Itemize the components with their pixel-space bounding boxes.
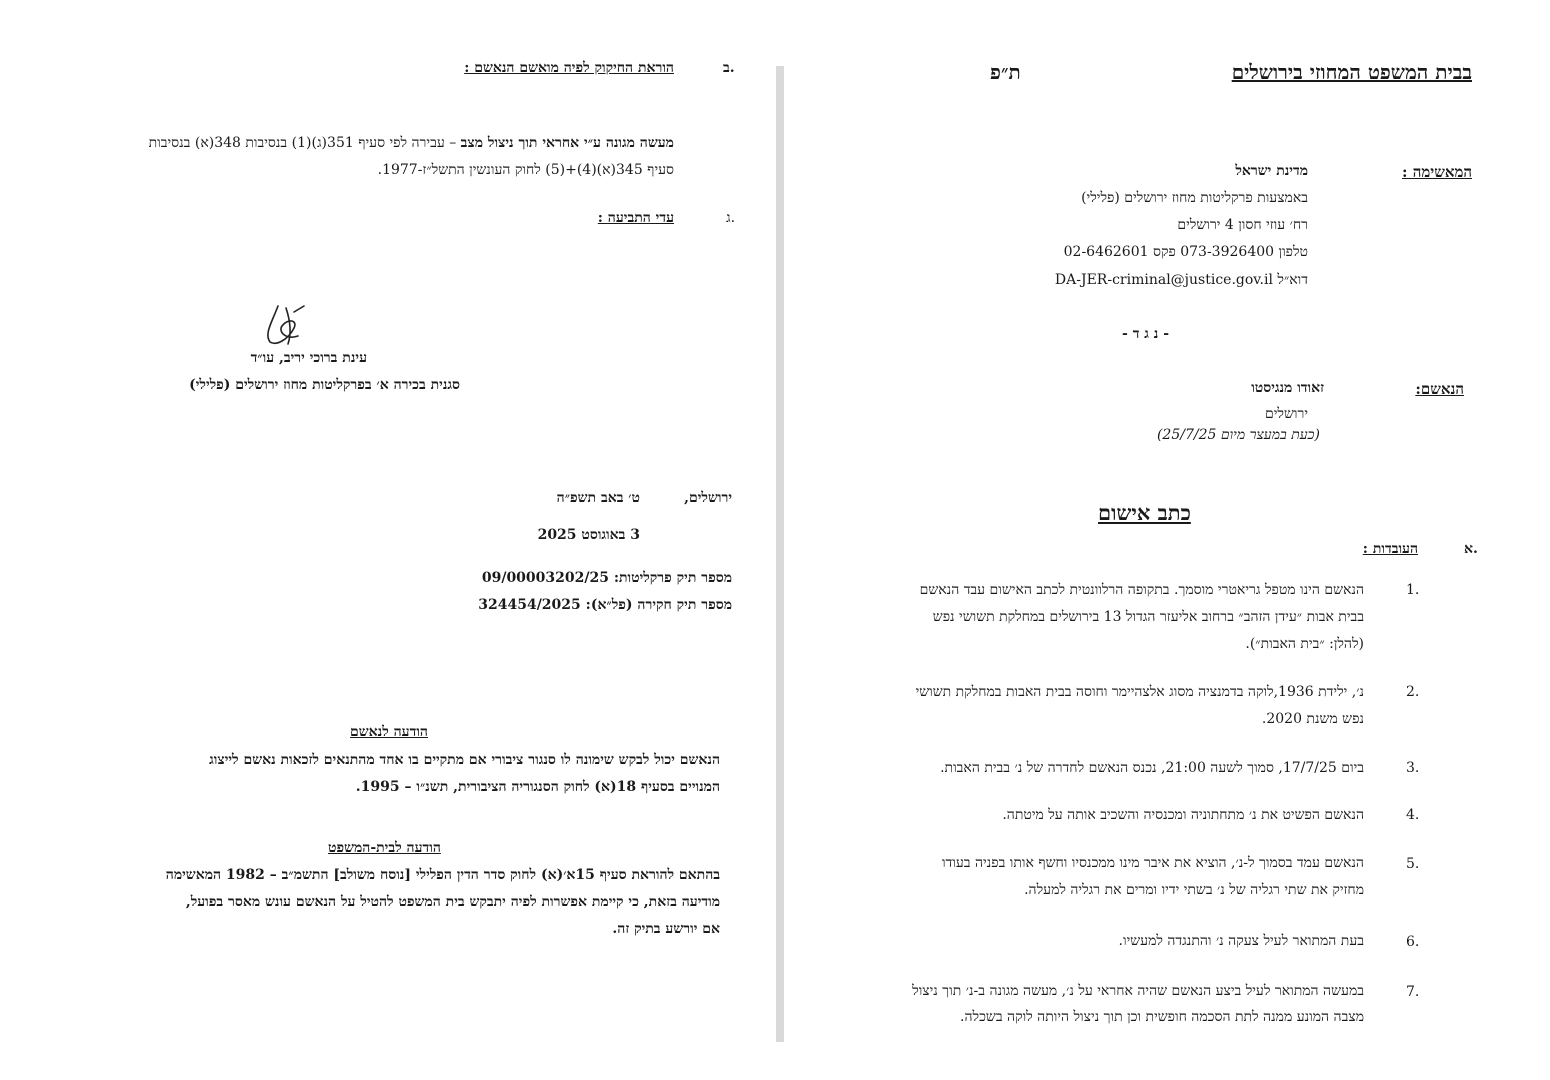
fact-line: במעשה המתואר לעיל ביצע הנאשם שהיה אחראי על נ׳, מעשה מגונה ב-נ׳ תוך ניצול xyxy=(912,983,1364,999)
fact-number: 2. xyxy=(1406,684,1420,700)
gregorian-date: 3 באוגוסט 2025 xyxy=(537,527,640,543)
fact-number: 5. xyxy=(1406,856,1420,872)
signatory-title: סגנית בכירה א׳ בפרקליטות מחוז ירושלים (פלילי) xyxy=(189,377,460,393)
prosecutor-label: המאשימה : xyxy=(1402,163,1472,181)
court-title: בבית המשפט המחוזי בירושלים xyxy=(1231,60,1472,84)
notice-defendant-line: הנאשם יכול לבקש שימונה לו סנגור ציבורי אם מתקיים בו אחד מהתנאים לזכאות נאשם לייצוג xyxy=(209,752,720,768)
section-b-letter: ב. xyxy=(723,60,735,76)
notice-defendant-line: המנויים בסעיף 18(א) לחוק הסנגוריה הציבורית, תשנ״ו – 1995. xyxy=(355,779,720,795)
case-type: ת״פ xyxy=(990,60,1021,84)
section-a-letter: א. xyxy=(1464,541,1478,557)
fact-line: ביום 17/7/25, סמוך לשעה 21:00, נכנס הנאשם לחדרה של נ׳ בבית האבות. xyxy=(940,760,1364,776)
fact-line: בעת המתואר לעיל צעקה נ׳ והתנגדה למעשיו. xyxy=(1118,933,1364,949)
notice-court-line: בהתאם להוראת סעיף 15א׳(א) לחוק סדר הדין הפלילי [נוסח משולב] התשמ״ב – 1982 המאשימה xyxy=(165,867,720,883)
fact-line: מצבה המונע ממנה לתת הסכמה חופשית וכן תוך ניצול היותה לוקה בשכלה. xyxy=(960,1009,1364,1025)
investigation-file-number: מספר תיק חקירה (פל״א): 324454/2025 xyxy=(478,597,732,613)
defendant-city: ירושלים xyxy=(1265,406,1308,422)
signatory-name: עינת ברוכי יריב, עו״ד xyxy=(250,350,367,366)
section-c-title: עדי התביעה : xyxy=(597,210,674,226)
versus-label: - נ ג ד - xyxy=(1122,326,1170,342)
prosecution-file-number: מספר תיק פרקליטות: 09/00003202/25 xyxy=(481,570,732,586)
prosecutor-email: דוא״ל DA-JER-criminal@justice.gov.il xyxy=(1054,272,1308,288)
charge-line-1 xyxy=(149,135,674,152)
section-b-title: הוראת החיקוק לפיה מואשם הנאשם : xyxy=(464,60,674,76)
signature-image xyxy=(258,300,308,350)
notice-defendant-title: הודעה לנאשם xyxy=(350,724,428,740)
fact-line: נפש משנת 2020. xyxy=(1261,711,1364,727)
prosecutor-name: מדינת ישראל xyxy=(1235,163,1308,179)
fact-number: 7. xyxy=(1406,984,1420,1000)
fact-number: 3. xyxy=(1406,760,1420,776)
notice-court-line: אם יורשע בתיק זה. xyxy=(612,921,720,937)
fact-line: מחזיק את שתי רגליה של נ׳ בשתי ידיו ומרים את רגליה למעלה. xyxy=(1024,882,1364,898)
charge-statute: – עבירה לפי סעיף 351(ג)(1) בנסיבות 348(א) בנסיבות xyxy=(148,135,461,151)
document-title: כתב אישום xyxy=(1098,500,1191,525)
fact-line: (להלן: ״בית האבות״). xyxy=(1245,636,1364,652)
fact-number: 4. xyxy=(1406,807,1420,823)
fact-line: הנאשם הפשיט את נ׳ מתחתוניה ומכנסיה והשכיב אותה על מיטתה. xyxy=(1002,807,1364,823)
prosecutor-line1: באמצעות פרקליטות מחוז ירושלים (פלילי) xyxy=(1081,190,1308,206)
defendant-label: הנאשם: xyxy=(1415,380,1464,398)
hebrew-date: ט׳ באב תשפ״ה xyxy=(556,490,640,506)
charge-offense: מעשה מגונה ע״י אחראי תוך ניצול מצב xyxy=(460,135,674,151)
fact-number: 6. xyxy=(1406,934,1420,950)
fact-line: הנאשם הינו מטפל גריאטרי מוסמך. בתקופה הרלוונטית לכתב האישום עבד הנאשם xyxy=(919,582,1364,598)
defendant-status: (כעת במעצר מיום 25/7/25) xyxy=(1156,427,1320,443)
prosecutor-address: רח׳ עוזי חסון 4 ירושלים xyxy=(1177,217,1308,233)
place: ירושלים, xyxy=(684,490,732,506)
fact-line: הנאשם עמד בסמוך ל-נ׳, הוציא את איבר מינו ממכנסיו וחשף אותו בפניה בעודו xyxy=(941,855,1364,871)
fact-line: בבית אבות ״עידן הזהב״ ברחוב אליעזר הגדול 13 בירושלים במחלקת תשושי נפש xyxy=(932,609,1364,625)
prosecutor-phone: טלפון 073-3926400 פקס 02-6462601 xyxy=(1063,244,1308,260)
defendant-name: זאודו מנגיסטו xyxy=(1251,380,1324,396)
page-divider xyxy=(776,66,784,1042)
notice-court-line: מודיעה בזאת, כי קיימת אפשרות לפיה יתבקש בית המשפט להטיל על הנאשם עונש מאסר בפועל, xyxy=(185,894,720,910)
section-c-letter: ג. xyxy=(726,210,736,226)
notice-court-title: הודעה לבית-המשפט xyxy=(328,840,441,856)
charge-line-2: סעיף 345(א)(4)+(5) לחוק העונשין התשל״ז-1977. xyxy=(377,162,674,178)
fact-number: 1. xyxy=(1406,582,1420,598)
fact-line: נ׳, ילידת 1936,לוקה בדמנציה מסוג אלצהיימר וחוסה בבית האבות במחלקת תשושי xyxy=(915,684,1364,700)
section-a-title: העובדות : xyxy=(1362,541,1418,557)
